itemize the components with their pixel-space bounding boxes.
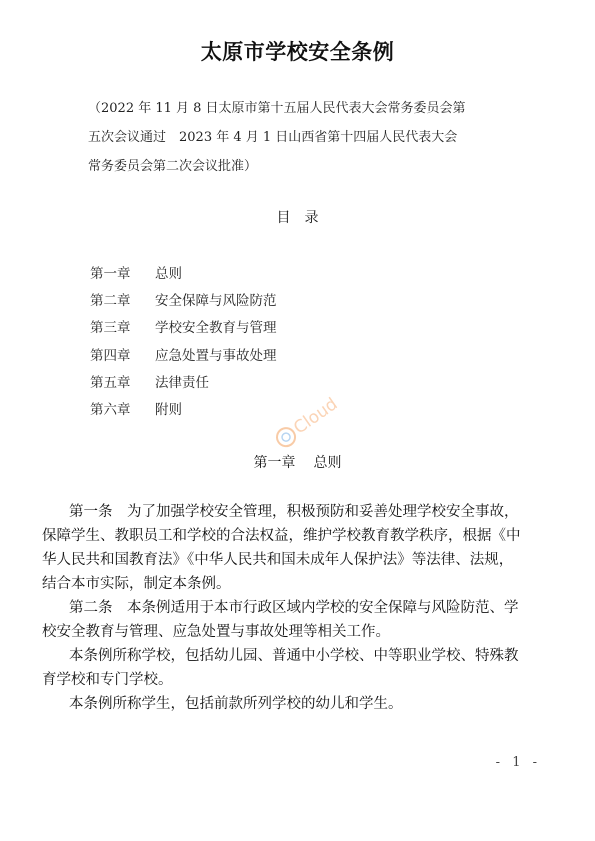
body-line: 本条例所称学校，包括幼儿园、普通中小学校、中等职业学校、特殊教 (69, 648, 519, 664)
toc-chapter-number: 第三章 (90, 320, 131, 337)
adoption-note (88, 94, 548, 181)
toc-chapter-number: 第五章 (90, 374, 131, 391)
toc-chapter-title: 总则 (155, 266, 182, 282)
toc-chapter-title: 附则 (155, 402, 182, 419)
toc-chapter-number: 第六章 (90, 402, 131, 419)
adoption-line: （2022 年 11 月 8 日太原市第十五届人民代表大会常务委员会第 (88, 101, 466, 116)
table-of-contents (90, 261, 277, 424)
toc-chapter-title: 安全保障与风险防范 (155, 293, 277, 310)
page-number: - 1 - (495, 755, 541, 770)
adoption-line: 五次会议通过 2023 年 4 月 1 日山西省第十四届人民代表大会 (88, 130, 458, 145)
article-body (42, 500, 560, 716)
body-line: 保障学生、教职员工和学校的合法权益，维护学校教育教学秩序，根据《中 (42, 528, 521, 544)
toc-item (90, 343, 277, 370)
body-line: 结合本市实际，制定本条例。 (42, 576, 231, 592)
toc-heading: 目 录 (276, 210, 319, 226)
adoption-line: 常务委员会第二次会议批准） (88, 159, 258, 174)
body-line: 华人民共和国教育法》《中华人民共和国未成年人保护法》等法律、法规， (42, 552, 514, 568)
cloud-watermark-icon (262, 380, 352, 460)
toc-chapter-number: 第一章 (90, 266, 131, 282)
toc-item (90, 288, 277, 315)
body-line: 第二条 本条例适用于本市行政区域内学校的安全保障与风险防范、学 (69, 600, 519, 616)
toc-chapter-title: 学校安全教育与管理 (155, 320, 277, 337)
toc-item (90, 397, 277, 424)
toc-item (90, 370, 277, 397)
watermark-text: Cloud (290, 394, 342, 439)
chapter-number: 第一章 (253, 455, 296, 471)
toc-chapter-title: 法律责任 (155, 374, 209, 391)
toc-item (90, 315, 277, 342)
toc-chapter-number: 第二章 (90, 293, 131, 310)
chapter-heading (0, 452, 595, 472)
toc-chapter-number: 第四章 (90, 347, 131, 364)
document-title: 太原市学校安全条例 (200, 40, 395, 64)
body-line: 育学校和专门学校。 (42, 672, 173, 688)
toc-chapter-title: 应急处置与事故处理 (155, 347, 277, 364)
toc-item (90, 261, 277, 288)
body-line: 校安全教育与管理、应急处置与事故处理等相关工作。 (42, 624, 390, 640)
body-line: 第一条 为了加强学校安全管理，积极预防和妥善处理学校安全事故， (69, 504, 519, 520)
body-line: 本条例所称学生，包括前款所列学校的幼儿和学生。 (69, 696, 403, 712)
chapter-title: 总则 (313, 455, 342, 471)
